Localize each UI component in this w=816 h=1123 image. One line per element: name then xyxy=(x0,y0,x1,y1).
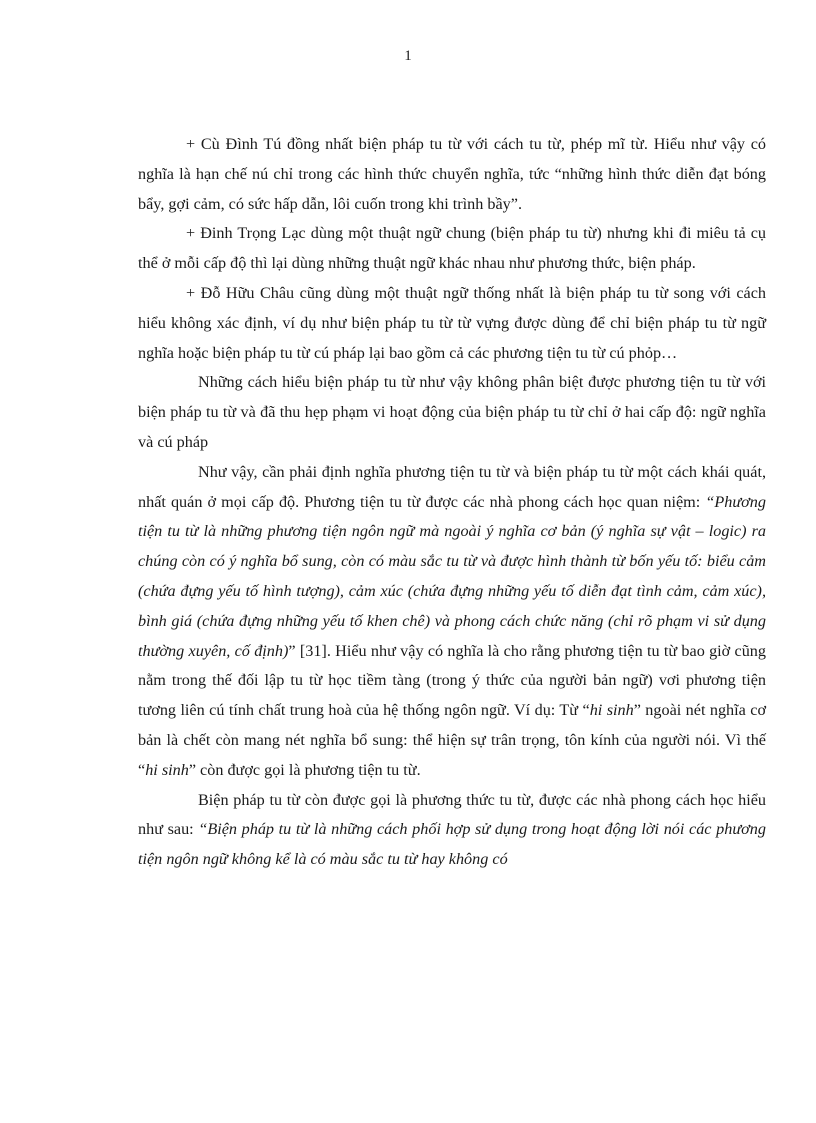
text-run: Biện pháp tu từ còn được gọi là phương thức tu từ, được các nhà phong cách học hiểu như sau: xyxy=(138,790,766,839)
example-term: hi sinh xyxy=(145,760,189,779)
text-run: ” ngoài nét nghĩa cơ bản là chết còn mang nét nghĩa bổ sung: thể hiện sự trân trọng, tôn kính của người nói. Vì thế “ xyxy=(138,701,766,779)
quote-definition: “Phương tiện tu từ là những phương tiện ngôn ngữ mà ngoài ý nghĩa cơ bản (ý nghĩa sự vật – logic) ra chúng còn có ý nghĩa bổ sung, còn có màu sắc tu từ và được hình thành từ bốn yếu tố: biểu cảm (chứa đựng yếu tố hình tượng), cảm xúc (chứa đựng những yếu tố diễn đạt tình cảm, cảm xúc), bình giá (chứa đựng những yếu tố khen chê) và phong cách chức năng (chỉ rõ phạm vi sử dụng thường xuyên, cố định) xyxy=(138,492,766,660)
paragraph-summary: Những cách hiểu biện pháp tu từ như vậy không phân biệt được phương tiện tu từ với biện pháp tu từ và đã thu hẹp phạm vi hoạt động của biện pháp tu từ chỉ ở hai cấp độ: ngữ nghĩa và cú pháp xyxy=(138,373,766,451)
text-run: Như vậy, cần phải định nghĩa phương tiện tu từ và biện pháp tu từ một cách khái quát, nhất quán ở mọi cấp độ. Phương tiện tu từ được các nhà phong cách học quan niệm: xyxy=(138,462,766,511)
paragraph-definition-bien-phap xyxy=(138,786,766,875)
example-term: hi sinh xyxy=(589,701,634,720)
text-run: ” [31]. Hiểu như vậy có nghĩa là cho rằng phương tiện tu từ bao giờ cũng nằm trong thế đối lập tu từ học tiềm tàng (trong ý thức của người bản ngữ) vơi phương tiện tương liên cú tính chất trung hoà của hệ thống ngôn ngữ. Ví dụ: Từ “ xyxy=(138,641,766,720)
page-number: 1 xyxy=(404,48,412,64)
quote-definition: “Biện pháp tu từ là những cách phối hợp sử dụng trong hoạt động lời nói các phương tiện ngôn ngữ không kể là có màu sắc tu từ hay không có xyxy=(138,820,766,869)
paragraph-definition-phuong-tien xyxy=(138,458,766,786)
paragraph-cu-dinh-tu: + Cù Đình Tú đồng nhất biện pháp tu từ với cách tu từ, phép mĩ từ. Hiểu như vậy có nghĩa là hạn chế nú chỉ trong các hình thức chuyển nghĩa, tức “những hình thức diễn đạt bóng bẩy, gợi cảm, có sức hấp dẫn, lôi cuốn trong khi trình bầy”. xyxy=(138,135,766,213)
paragraph-dinh-trong-lac: + Đinh Trọng Lạc dùng một thuật ngữ chung (biện pháp tu từ) nhưng khi đi miêu tả cụ thể ở mỗi cấp độ thì lại dùng những thuật ngữ khác nhau như phương thức, biện pháp. xyxy=(138,224,766,273)
document-body xyxy=(138,130,766,875)
text-run: ” còn được gọi là phương tiện tu từ. xyxy=(188,760,421,779)
paragraph-do-huu-chau: + Đỗ Hữu Châu cũng dùng một thuật ngữ thống nhất là biện pháp tu từ song với cách hiểu không xác định, ví dụ như biện pháp tu từ từ vựng được dùng để chỉ biện pháp tu từ ngữ nghĩa hoặc biện pháp tu từ cú pháp lại bao gồm cả các phương tiện tu từ cú phỏp… xyxy=(138,283,766,362)
